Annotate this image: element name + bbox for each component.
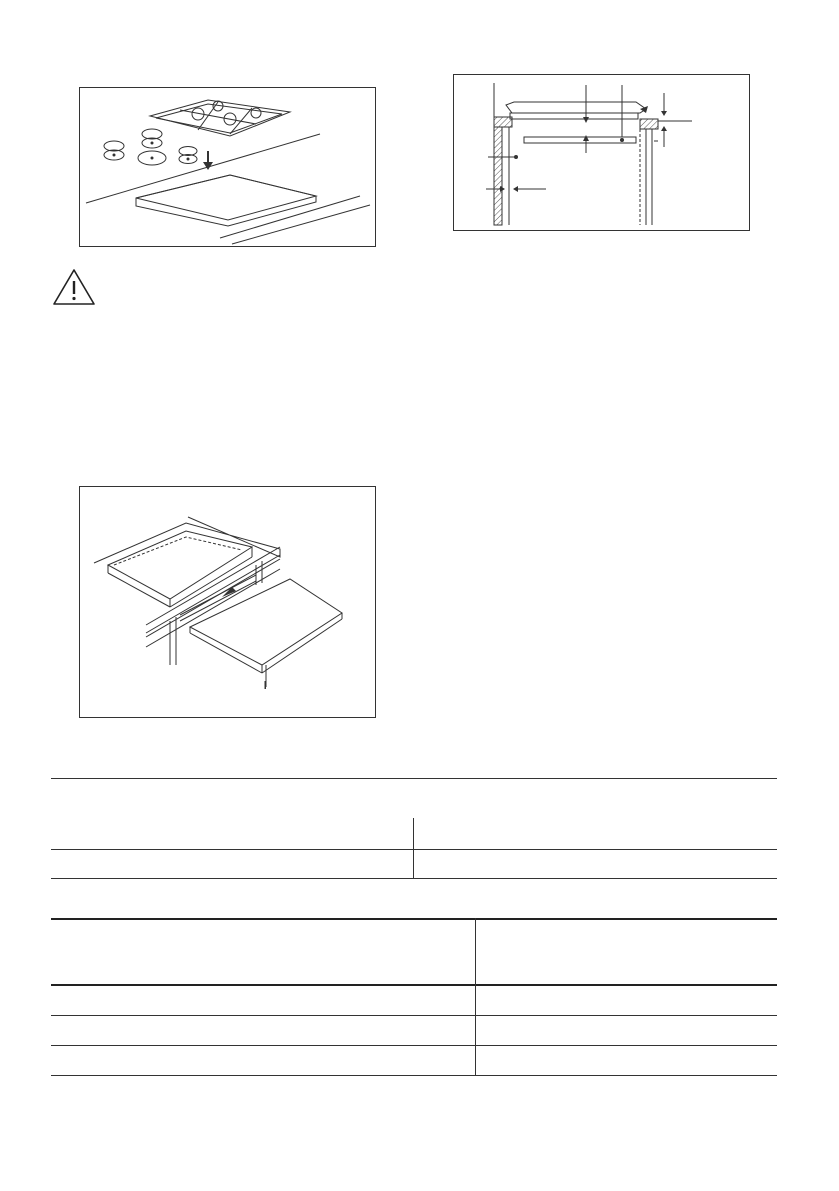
table-1-header-rule [51, 849, 777, 850]
cabinet-panel-figure [79, 486, 376, 718]
table-2-bottom-rule [51, 1075, 777, 1076]
table-2-column-divider [475, 918, 476, 1076]
table-1-bottom-rule [51, 878, 777, 879]
table-2-top-rule [51, 918, 777, 920]
hob-installation-figure [79, 87, 376, 247]
table-1-column-divider [413, 818, 414, 878]
hob-cross-section-diagram [454, 75, 749, 230]
warning-triangle-icon [52, 268, 96, 306]
cabinet-panel-illustration [80, 487, 375, 717]
table-2-header-rule [51, 984, 777, 986]
hob-cross-section-figure [453, 74, 750, 231]
hob-installation-illustration [80, 88, 375, 246]
table-2-row-rule [51, 1045, 777, 1046]
table-2-row-rule [51, 1015, 777, 1016]
table-1-top-rule [51, 778, 777, 779]
